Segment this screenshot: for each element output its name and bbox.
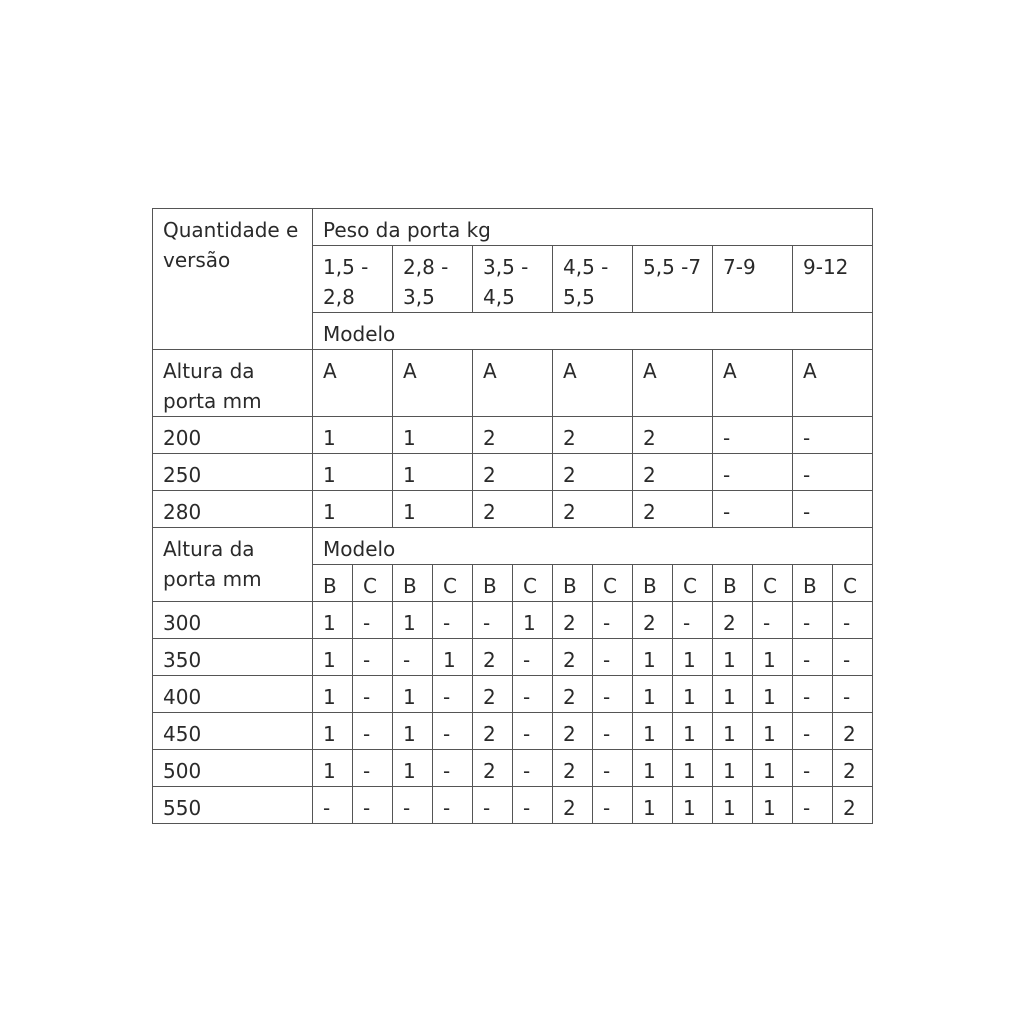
quantity-cell: 2 <box>473 676 513 713</box>
model-bc: B <box>633 565 673 602</box>
quantity-cell: 2 <box>633 417 713 454</box>
quantity-cell: - <box>593 750 633 787</box>
quantity-cell: - <box>713 454 793 491</box>
quantity-cell: 1 <box>393 750 433 787</box>
quantity-cell: 1 <box>753 639 793 676</box>
model-a: A <box>793 350 873 417</box>
quantity-cell: 1 <box>673 787 713 824</box>
quantity-cell: 2 <box>553 750 593 787</box>
table-row <box>153 491 873 528</box>
quantity-cell: - <box>473 602 513 639</box>
model-a: A <box>393 350 473 417</box>
quantity-cell: 1 <box>313 676 353 713</box>
quantity-cell: 1 <box>713 639 753 676</box>
quantity-cell: - <box>593 639 633 676</box>
quantity-cell: 1 <box>393 713 433 750</box>
model-bc: C <box>433 565 473 602</box>
model-a: A <box>553 350 633 417</box>
quantity-cell: - <box>513 639 553 676</box>
quantity-cell: - <box>393 639 433 676</box>
weight-range: 9-12 <box>793 246 873 313</box>
model-bc: C <box>593 565 633 602</box>
door-height: 280 <box>153 491 313 528</box>
quantity-cell: - <box>353 676 393 713</box>
quantity-cell: - <box>313 787 353 824</box>
weight-range: 3,5 - 4,5 <box>473 246 553 313</box>
model-bc: B <box>473 565 513 602</box>
door-height: 500 <box>153 750 313 787</box>
quantity-cell: - <box>353 787 393 824</box>
weight-range: 7-9 <box>713 246 793 313</box>
quantity-cell: 1 <box>633 750 673 787</box>
table-row <box>153 602 873 639</box>
weight-range: 1,5 - 2,8 <box>313 246 393 313</box>
quantity-cell: 1 <box>633 713 673 750</box>
table-row <box>153 750 873 787</box>
weight-range: 4,5 - 5,5 <box>553 246 633 313</box>
model-bc: C <box>673 565 713 602</box>
quantity-cell: - <box>433 713 473 750</box>
quantity-cell: - <box>433 676 473 713</box>
quantity-cell: - <box>393 787 433 824</box>
quantity-cell: - <box>353 639 393 676</box>
quantity-cell: 2 <box>553 454 633 491</box>
quantity-cell: 1 <box>313 454 393 491</box>
quantity-cell: - <box>473 787 513 824</box>
quantity-cell: - <box>433 787 473 824</box>
quantity-cell: - <box>353 750 393 787</box>
table-row <box>153 454 873 491</box>
door-height: 400 <box>153 676 313 713</box>
model-bc: B <box>393 565 433 602</box>
quantity-cell: - <box>353 602 393 639</box>
height-label: Altura da porta mm <box>153 350 313 417</box>
height-label: Altura da porta mm <box>153 528 313 602</box>
quantity-cell: 1 <box>633 787 673 824</box>
quantity-cell: - <box>713 417 793 454</box>
quantity-cell: - <box>433 602 473 639</box>
quantity-cell: - <box>513 787 553 824</box>
quantity-cell: 2 <box>553 639 593 676</box>
quantity-cell: - <box>513 676 553 713</box>
model-bc: B <box>313 565 353 602</box>
quantity-cell: 1 <box>673 639 713 676</box>
quantity-cell: 1 <box>713 787 753 824</box>
table-row <box>153 713 873 750</box>
quantity-cell: 1 <box>753 676 793 713</box>
quantity-cell: 2 <box>553 676 593 713</box>
quantity-cell: 1 <box>313 713 353 750</box>
weight-range: 2,8 - 3,5 <box>393 246 473 313</box>
quantity-cell: - <box>593 602 633 639</box>
table-row <box>153 676 873 713</box>
quantity-cell: - <box>793 454 873 491</box>
model-bc: C <box>833 565 873 602</box>
corner-label: Quantidade e versão <box>153 209 313 350</box>
quantity-cell: 2 <box>473 491 553 528</box>
table-row <box>153 417 873 454</box>
quantity-cell: 1 <box>713 750 753 787</box>
quantity-cell: - <box>353 713 393 750</box>
quantity-cell: 1 <box>753 713 793 750</box>
model-label: Modelo <box>313 528 873 565</box>
quantity-cell: 1 <box>633 676 673 713</box>
model-a: A <box>633 350 713 417</box>
quantity-cell: 1 <box>633 639 673 676</box>
quantity-cell: 2 <box>633 491 713 528</box>
header-row-weight-title <box>153 209 873 246</box>
quantity-cell: - <box>833 676 873 713</box>
quantity-cell: 1 <box>753 787 793 824</box>
quantity-cell: 2 <box>553 713 593 750</box>
quantity-cell: 1 <box>673 713 713 750</box>
model-a: A <box>713 350 793 417</box>
model-bc: C <box>753 565 793 602</box>
quantity-cell: - <box>593 787 633 824</box>
quantity-cell: - <box>793 639 833 676</box>
quantity-cell: 2 <box>833 750 873 787</box>
model-bc: B <box>713 565 753 602</box>
door-weight-table <box>152 208 873 824</box>
door-height: 300 <box>153 602 313 639</box>
table-body <box>153 209 873 824</box>
door-height: 550 <box>153 787 313 824</box>
model-bc: C <box>353 565 393 602</box>
quantity-cell: 1 <box>673 750 713 787</box>
quantity-cell: 2 <box>713 602 753 639</box>
quantity-cell: - <box>513 750 553 787</box>
quantity-cell: 2 <box>553 491 633 528</box>
section-a-model-row <box>153 350 873 417</box>
door-height: 350 <box>153 639 313 676</box>
quantity-cell: 2 <box>633 602 673 639</box>
quantity-cell: - <box>833 602 873 639</box>
quantity-cell: 1 <box>313 417 393 454</box>
quantity-cell: 1 <box>713 676 753 713</box>
quantity-cell: - <box>793 713 833 750</box>
quantity-cell: 2 <box>473 417 553 454</box>
quantity-cell: 2 <box>473 750 513 787</box>
quantity-cell: - <box>793 417 873 454</box>
quantity-cell: - <box>793 787 833 824</box>
quantity-cell: 2 <box>473 454 553 491</box>
quantity-cell: - <box>753 602 793 639</box>
quantity-cell: 1 <box>673 676 713 713</box>
quantity-cell: - <box>793 750 833 787</box>
quantity-cell: - <box>513 713 553 750</box>
quantity-cell: 1 <box>313 491 393 528</box>
quantity-cell: 1 <box>393 602 433 639</box>
quantity-cell: - <box>793 491 873 528</box>
table-row <box>153 787 873 824</box>
door-height: 200 <box>153 417 313 454</box>
door-height: 450 <box>153 713 313 750</box>
section-bc-model-label-row <box>153 528 873 565</box>
quantity-cell: 2 <box>833 787 873 824</box>
quantity-cell: 1 <box>513 602 553 639</box>
quantity-cell: 1 <box>393 491 473 528</box>
quantity-cell: - <box>673 602 713 639</box>
quantity-cell: 2 <box>553 602 593 639</box>
model-a: A <box>473 350 553 417</box>
quantity-cell: 1 <box>393 676 433 713</box>
weight-title: Peso da porta kg <box>313 209 873 246</box>
quantity-cell: 1 <box>313 639 353 676</box>
quantity-cell: 2 <box>473 639 513 676</box>
quantity-cell: 2 <box>633 454 713 491</box>
quantity-cell: 2 <box>553 787 593 824</box>
quantity-cell: 1 <box>393 454 473 491</box>
quantity-cell: 2 <box>553 417 633 454</box>
quantity-cell: 2 <box>833 713 873 750</box>
model-a: A <box>313 350 393 417</box>
quantity-cell: 1 <box>313 750 353 787</box>
quantity-cell: - <box>833 639 873 676</box>
model-label: Modelo <box>313 313 873 350</box>
quantity-cell: - <box>433 750 473 787</box>
door-height: 250 <box>153 454 313 491</box>
model-bc: B <box>553 565 593 602</box>
model-bc: C <box>513 565 553 602</box>
quantity-cell: 1 <box>313 602 353 639</box>
quantity-cell: - <box>793 602 833 639</box>
table-row <box>153 639 873 676</box>
quantity-cell: 2 <box>473 713 513 750</box>
weight-range: 5,5 -7 <box>633 246 713 313</box>
quantity-cell: 1 <box>713 713 753 750</box>
quantity-cell: - <box>793 676 833 713</box>
quantity-cell: 1 <box>753 750 793 787</box>
quantity-cell: - <box>593 713 633 750</box>
model-bc: B <box>793 565 833 602</box>
quantity-cell: - <box>713 491 793 528</box>
quantity-cell: 1 <box>393 417 473 454</box>
quantity-cell: - <box>593 676 633 713</box>
quantity-cell: 1 <box>433 639 473 676</box>
